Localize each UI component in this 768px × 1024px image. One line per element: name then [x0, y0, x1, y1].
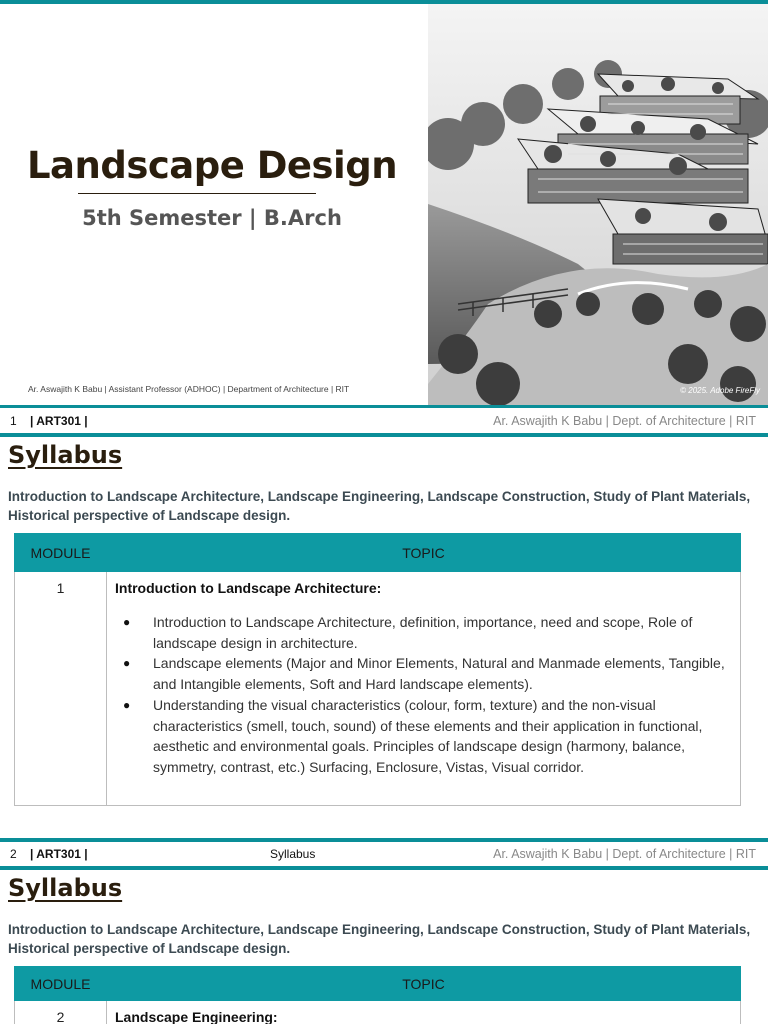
list-item: [123, 653, 732, 694]
module-number: 2: [15, 1001, 107, 1024]
topic-title: Introduction to Landscape Architecture:: [115, 580, 382, 596]
separator-line: [0, 433, 768, 437]
course-code: | ART301 |: [30, 414, 88, 428]
cover-title: Landscape Design: [26, 144, 398, 187]
title-underline: [78, 193, 316, 194]
cover-subtitle: 5th Semester | B.Arch: [82, 206, 342, 230]
table-header-row: [15, 967, 741, 1001]
page-number: 2: [10, 847, 17, 861]
list-item: [123, 695, 732, 778]
footer-section-label: Syllabus: [270, 847, 316, 861]
table-row: [15, 572, 741, 806]
footer-author: Ar. Aswajith K Babu | Dept. of Architecture | RIT: [493, 847, 756, 861]
footer-bar: [0, 410, 768, 432]
cover-credit: Ar. Aswajith K Babu | Assistant Professor (ADHOC) | Department of Architecture | RIT: [28, 384, 350, 394]
table-header-row: [15, 534, 741, 572]
architecture-render-image: [428, 4, 768, 405]
table-row: [15, 1001, 741, 1024]
column-header-module: MODULE: [15, 967, 107, 1001]
column-header-topic: TOPIC: [107, 967, 741, 1001]
bullet-icon: ●: [123, 615, 131, 629]
cover-slide: [0, 4, 768, 405]
course-code: | ART301 |: [30, 847, 88, 861]
footer-author: Ar. Aswajith K Babu | Dept. of Architecture | RIT: [493, 414, 756, 428]
topic-title: Landscape Engineering:: [115, 1009, 278, 1024]
separator-line: [0, 838, 768, 842]
footer-bar: [0, 843, 768, 865]
syllabus-table: [14, 966, 741, 1024]
terraced-building-illustration: [428, 4, 768, 405]
topic-cell: [107, 572, 741, 806]
separator-line: [0, 405, 768, 408]
image-copyright: © 2025. Adobe FireFly: [680, 386, 760, 395]
section-heading: Syllabus: [8, 441, 123, 469]
bullet-icon: ●: [123, 697, 131, 712]
list-item-text: Understanding the visual characteristics (colour, form, texture) and the non-visual characteristics (smell, touch, sound) of these elements and their application in functional, aesthetic and environmental goals. Principles of landscape design (harmony, balance, symmetry, contrast, etc.) Surfacing, Enclosure, Vistas, Visual corridor.: [153, 696, 703, 775]
section-heading: Syllabus: [8, 874, 123, 902]
list-item: [123, 612, 732, 653]
syllabus-intro: Introduction to Landscape Architecture, Landscape Engineering, Landscape Construction, Study of Plant Materials, Historical perspective of Landscape design.: [8, 489, 751, 523]
syllabus-intro: Introduction to Landscape Architecture, Landscape Engineering, Landscape Construction, Study of Plant Materials, Historical perspective of Landscape design.: [8, 922, 751, 956]
list-item-text: Landscape elements (Major and Minor Elements, Natural and Manmade elements, Tangible, and Intangible elements, Soft and Hard landscape elements).: [153, 655, 725, 693]
topic-cell: [107, 1001, 741, 1024]
column-header-topic: TOPIC: [107, 534, 741, 572]
syllabus-table: [14, 533, 741, 806]
bullet-icon: ●: [123, 656, 131, 671]
page-number: 1: [10, 414, 17, 428]
column-header-module: MODULE: [15, 534, 107, 572]
module-number: 1: [15, 572, 107, 806]
topic-bullet-list: [115, 612, 732, 778]
separator-line: [0, 866, 768, 870]
list-item-text: Introduction to Landscape Architecture, definition, importance, need and scope, Role of landscape design in architecture.: [153, 614, 693, 651]
